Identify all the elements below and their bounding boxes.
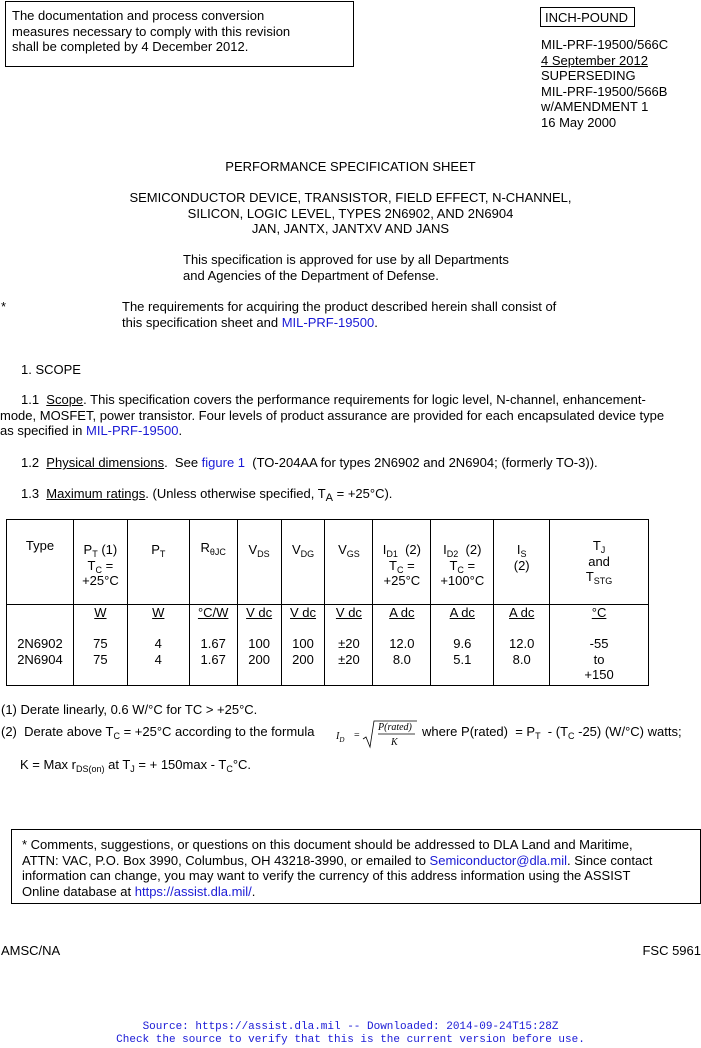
header-label: =: [102, 557, 114, 573]
section-title: Maximum ratings: [46, 486, 146, 501]
header-label: R: [200, 540, 210, 555]
header-label: (2): [513, 557, 530, 573]
section-text: . This specification covers the performance requirements for logic level, N-channel, enhancement-: [83, 392, 646, 407]
assist-link[interactable]: https://assist.dla.mil/: [134, 883, 252, 899]
pt2-column: [127, 605, 189, 686]
note-text: -25) (W/°C) watts;: [574, 724, 682, 739]
scope-heading: 1. SCOPE: [21, 362, 81, 377]
comments-line: * Comments, suggestions, or questions on this document should be addressed to DLA Land and Maritime,: [22, 837, 633, 852]
subscript: J: [600, 545, 606, 555]
subscript: DS: [257, 549, 270, 559]
approval-line: and Agencies of the Department of Defense.: [183, 267, 439, 283]
subscript: C: [113, 731, 120, 741]
email-link[interactable]: Semiconductor@dla.mil: [429, 852, 568, 868]
unit-cell: A dc: [449, 605, 475, 620]
download-source: Source: https://assist.dla.mil -- Downloaded: 2014-09-24T15:28Z: [142, 1021, 559, 1033]
header-id1: [373, 520, 431, 605]
comments-box: [11, 829, 701, 904]
table-cell: 8.0: [392, 651, 411, 667]
table-cell: 1.67: [200, 636, 226, 651]
unit-cell: V dc: [335, 605, 362, 620]
subscript: D1: [386, 549, 398, 559]
figure-1-link[interactable]: figure 1: [201, 455, 246, 470]
section-1-1-line: [0, 423, 701, 439]
notice-line: measures necessary to comply with this revision: [12, 23, 291, 39]
is-column: [494, 605, 550, 686]
device-title: [0, 190, 701, 237]
unit-cell: °C: [591, 605, 607, 620]
header-label: =: [463, 557, 476, 573]
header-label: (2): [458, 542, 482, 557]
section-number: 1.3: [21, 486, 47, 501]
previous-doc-date: 16 May 2000: [541, 114, 617, 130]
header-id2: [431, 520, 494, 605]
header-pt2: [127, 520, 189, 605]
formula-numerator: P(rated): [378, 722, 412, 733]
subscript: S: [520, 549, 527, 559]
section-number: 1.1: [21, 392, 47, 407]
header-label: P: [151, 542, 160, 557]
header-label: V: [248, 542, 258, 557]
id2-column: [431, 605, 494, 686]
requirement-text: .: [374, 314, 378, 330]
table-cell: 200: [248, 651, 270, 667]
vgs-column: [325, 605, 373, 686]
subscript: T: [159, 549, 166, 559]
note-text: at T: [104, 757, 131, 772]
comments-text: Online database at: [22, 883, 135, 899]
requirement-line: [122, 315, 682, 331]
pt1-column: [73, 605, 127, 686]
header-label: V: [291, 542, 301, 557]
type-column: [7, 605, 74, 686]
header-label: +25°C: [383, 573, 421, 588]
comments-line: [22, 853, 700, 869]
header-tj: [550, 520, 649, 605]
subscript: T: [535, 731, 541, 741]
id1-column: [373, 605, 431, 686]
note-text: = + 150max - T: [134, 757, 227, 772]
requirement-statement: [122, 299, 682, 330]
header-label: I: [516, 542, 521, 557]
table-cell: ±20: [338, 636, 360, 651]
unit-cell: W: [94, 605, 107, 620]
table-cell: 1.67: [200, 651, 226, 667]
change-marker: *: [1, 299, 7, 314]
version-check-notice: Check the source to verify that this is the current version before use.: [116, 1034, 585, 1046]
section-text: (TO-204AA for types 2N6902 and 2N6904; (formerly TO-3)).: [245, 455, 598, 470]
formula-denominator: K: [391, 737, 398, 748]
table-cell: 12.0: [509, 636, 535, 651]
header-label: T: [585, 569, 594, 584]
note-text: = +25°C according to the formula: [119, 724, 315, 739]
approval-statement: [183, 252, 603, 283]
table-cell: 9.6: [453, 636, 472, 651]
derating-formula: [336, 719, 416, 751]
table-cell: 4: [154, 651, 162, 667]
tj-column: [550, 605, 649, 686]
header-label: +25°C: [82, 573, 119, 588]
subscript: DS(on): [76, 764, 105, 774]
header-label: P: [83, 542, 93, 557]
approval-line: This specification is approved for use by all Departments: [183, 252, 509, 267]
header-label: I: [382, 542, 387, 557]
unit-cell: °C/W: [197, 605, 229, 620]
header-is: [494, 520, 550, 605]
superseding-label: SUPERSEDING: [541, 68, 636, 83]
subscript: C: [226, 764, 233, 774]
subscript: C: [568, 731, 575, 741]
comments-text: ATTN: VAC, P.O. Box 3990, Columbus, OH 43218-3990, or emailed to: [22, 852, 430, 868]
section-1-1-line: [0, 392, 701, 408]
table-cell: 100: [292, 636, 314, 651]
header-label: V: [338, 542, 347, 557]
maximum-ratings-table: [6, 519, 649, 686]
header-label: T: [87, 557, 96, 573]
inch-pound-badge: INCH-POUND: [540, 7, 635, 27]
section-1-1-line: mode, MOSFET, power transistor. Four levels of product assurance are provided for each encapsulated device type: [0, 407, 665, 423]
header-vgs: [325, 520, 373, 605]
table-cell: 75: [93, 636, 108, 651]
header-label: +100°C: [440, 573, 485, 588]
header-label: Type: [25, 538, 55, 553]
formula-symbol: I: [336, 731, 340, 742]
subscript: C: [396, 564, 404, 575]
note-2: [1, 724, 701, 758]
vdg-column: [281, 605, 325, 686]
section-1-1: [0, 392, 701, 439]
header-vds: [237, 520, 281, 605]
unit-cell: V dc: [246, 605, 273, 620]
header-label: (2): [397, 542, 421, 557]
header-label: and: [588, 553, 610, 569]
subscript: C: [457, 564, 464, 575]
table-cell: 12.0: [389, 636, 415, 651]
note-text: °C.: [232, 757, 252, 772]
note-text: - (T: [540, 724, 569, 739]
table-header-row: [7, 520, 649, 605]
table-cell: to: [593, 651, 605, 667]
comments-text: . Since contact: [567, 852, 653, 868]
notice-box: [5, 1, 354, 67]
section-text: . (Unless otherwise specified, T: [145, 486, 326, 501]
unit-cell: A dc: [509, 605, 535, 620]
section-title: Physical dimensions: [46, 455, 165, 470]
section-text: .: [178, 423, 183, 438]
rth-column: [189, 605, 237, 686]
amsc-label: AMSC/NA: [1, 943, 61, 958]
subscript: DG: [300, 549, 315, 559]
comments-text: .: [251, 883, 256, 899]
header-type: [7, 520, 74, 605]
section-text: . See: [164, 455, 202, 470]
amendment: w/AMENDMENT 1: [541, 99, 649, 114]
subscript: A: [325, 492, 333, 504]
mil-prf-19500-link[interactable]: MIL-PRF-19500: [86, 423, 179, 438]
subscript: STG: [593, 576, 613, 586]
device-title-line: SEMICONDUCTOR DEVICE, TRANSISTOR, FIELD EFFECT, N-CHANNEL,: [129, 190, 572, 205]
device-title-line: SILICON, LOGIC LEVEL, TYPES 2N6902, AND 2N6904: [187, 205, 514, 221]
table-cell: +150: [584, 667, 614, 682]
table-cell: 2N6904: [17, 651, 63, 667]
subscript: D2: [446, 549, 459, 559]
table-cell: 200: [292, 651, 314, 667]
header-label: T: [449, 557, 458, 573]
table-cell: 8.0: [512, 651, 531, 667]
unit-cell: A dc: [389, 605, 415, 620]
notice-line: shall be completed by 4 December 2012.: [12, 39, 249, 54]
header-label: T: [389, 557, 397, 573]
unit-cell: W: [152, 605, 165, 620]
fsc-label: FSC 5961: [642, 943, 701, 958]
doc-id: MIL-PRF-19500/566C: [541, 37, 669, 52]
subscript: θJC: [209, 547, 226, 557]
previous-doc-id: MIL-PRF-19500/566B: [541, 83, 668, 99]
subscript: J: [130, 764, 135, 774]
doc-header-right: [541, 37, 701, 130]
section-text: as specified in: [0, 423, 86, 438]
notice-line: The documentation and process conversion: [12, 8, 265, 23]
header-label: T: [592, 538, 601, 553]
note-text: K = Max r: [20, 757, 76, 772]
header-rth: [189, 520, 237, 605]
section-1-3: [21, 486, 701, 502]
header-pt1: [73, 520, 127, 605]
formula-equals: =: [354, 730, 360, 741]
header-label: I: [443, 542, 447, 557]
subscript: C: [95, 564, 102, 575]
section-text: = +25°C).: [333, 486, 393, 501]
table-cell: 75: [93, 651, 108, 667]
vds-column: [237, 605, 281, 686]
k-definition: [20, 757, 251, 773]
table-body-row: [7, 605, 649, 686]
table-cell: -55: [589, 636, 609, 651]
note-2-continued: [422, 724, 682, 740]
mil-prf-19500-link[interactable]: MIL-PRF-19500: [281, 314, 375, 330]
table-cell: ±20: [338, 651, 360, 667]
comments-line: information can change, you may want to verify the currency of this address information using the ASSIST: [22, 868, 631, 883]
section-title: Scope: [46, 392, 84, 407]
section-number: 1.2: [21, 455, 47, 470]
section-1-2: [21, 455, 701, 471]
device-title-line: JAN, JANTX, JANTXV AND JANS: [251, 221, 450, 236]
requirement-text: this specification sheet and: [122, 314, 282, 330]
header-label: =: [403, 557, 415, 573]
table-cell: 5.1: [453, 651, 472, 667]
doc-date: 4 September 2012: [541, 52, 648, 68]
sheet-title: PERFORMANCE SPECIFICATION SHEET: [225, 159, 476, 174]
subscript: T: [92, 549, 98, 559]
table-cell: 2N6902: [17, 636, 63, 651]
header-vdg: [281, 520, 325, 605]
note-text: where P(rated) = P: [422, 724, 536, 739]
comments-line: [22, 884, 700, 900]
header-label: (1): [97, 542, 118, 557]
subscript: GS: [346, 549, 360, 559]
unit-cell: V dc: [290, 605, 317, 620]
table-cell: 4: [154, 636, 162, 651]
note-text: (2) Derate above T: [1, 724, 114, 739]
subscript: D: [339, 736, 345, 744]
note-1: (1) Derate linearly, 0.6 W/°C for TC > +25°C.: [1, 702, 258, 717]
requirement-line: The requirements for acquiring the product described herein shall consist of: [122, 299, 557, 314]
table-cell: 100: [248, 636, 270, 651]
formula-lhs: [336, 729, 344, 745]
